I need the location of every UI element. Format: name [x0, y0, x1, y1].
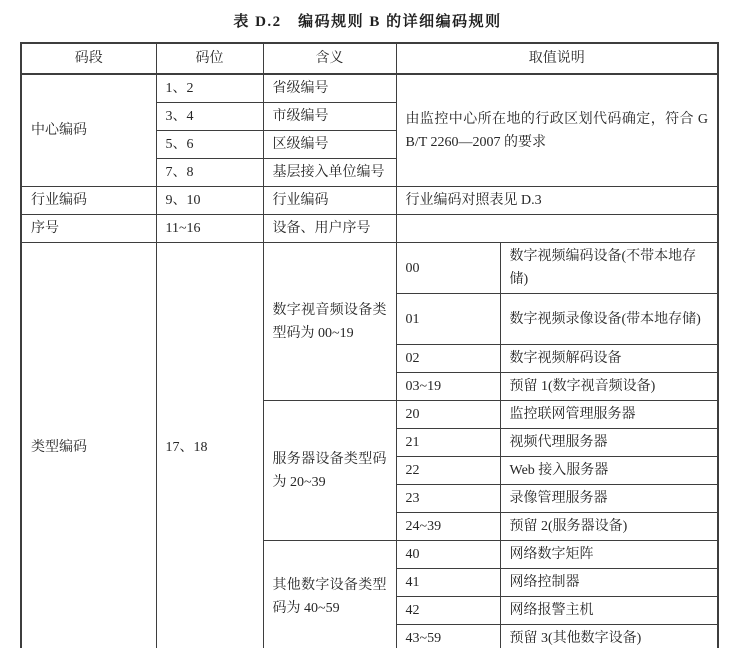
- table-body: [21, 74, 718, 648]
- type-group-3-meaning: 其他数字设备类型码为 40~59: [263, 541, 396, 648]
- header-row: [21, 43, 718, 74]
- type-desc-42: 网络报警主机: [500, 597, 718, 625]
- type-code-42: 42: [396, 597, 500, 625]
- type-desc-43-59: 预留 3(其他数字设备): [500, 625, 718, 648]
- industry-meaning: 行业编码: [263, 187, 396, 215]
- industry-label: 行业编码: [21, 187, 156, 215]
- center-pos-4: 7、8: [156, 159, 263, 187]
- industry-code-row: [21, 187, 718, 215]
- industry-value-note: 行业编码对照表见 D.3: [396, 187, 718, 215]
- type-code-43-59: 43~59: [396, 625, 500, 648]
- type-code-21: 21: [396, 429, 500, 457]
- type-desc-03-19: 预留 1(数字视音频设备): [500, 373, 718, 401]
- table-caption: 表 D.2 编码规则 B 的详细编码规则: [233, 14, 502, 30]
- type-group-2-meaning: 服务器设备类型码为 20~39: [263, 401, 396, 541]
- serial-pos: 11~16: [156, 215, 263, 243]
- type-desc-21: 视频代理服务器: [500, 429, 718, 457]
- type-code-22: 22: [396, 457, 500, 485]
- type-desc-02: 数字视频解码设备: [500, 345, 718, 373]
- type-code-02: 02: [396, 345, 500, 373]
- col-header-segment: 码段: [21, 43, 156, 74]
- col-header-value-desc: 取值说明: [396, 43, 718, 74]
- type-code-03-19: 03~19: [396, 373, 500, 401]
- serial-meaning: 设备、用户序号: [263, 215, 396, 243]
- type-code-23: 23: [396, 485, 500, 513]
- type-desc-20: 监控联网管理服务器: [500, 401, 718, 429]
- center-pos-3: 5、6: [156, 131, 263, 159]
- table-header: [21, 43, 718, 74]
- type-desc-41: 网络控制器: [500, 569, 718, 597]
- center-meaning-4: 基层接入单位编号: [263, 159, 396, 187]
- serial-label: 序号: [21, 215, 156, 243]
- type-code-24-39: 24~39: [396, 513, 500, 541]
- type-code-00: 00: [396, 243, 500, 294]
- type-group-1-meaning: 数字视音频设备类型码为 00~19: [263, 243, 396, 401]
- type-code-40: 40: [396, 541, 500, 569]
- coding-rules-table: [20, 42, 719, 648]
- type-code-row-00: [21, 243, 718, 294]
- type-desc-40: 网络数字矩阵: [500, 541, 718, 569]
- center-meaning-3: 区级编号: [263, 131, 396, 159]
- type-desc-22: Web 接入服务器: [500, 457, 718, 485]
- industry-pos: 9、10: [156, 187, 263, 215]
- center-code-row-1: [21, 74, 718, 103]
- serial-number-row: [21, 215, 718, 243]
- center-pos-2: 3、4: [156, 103, 263, 131]
- serial-value-note: [396, 215, 718, 243]
- type-code-01: 01: [396, 294, 500, 345]
- type-code-label: 类型编码: [21, 243, 156, 648]
- center-code-label: 中心编码: [21, 74, 156, 187]
- col-header-meaning: 含义: [263, 43, 396, 74]
- type-code-41: 41: [396, 569, 500, 597]
- type-desc-00: 数字视频编码设备(不带本地存储): [500, 243, 718, 294]
- center-pos-1: 1、2: [156, 74, 263, 103]
- type-code-20: 20: [396, 401, 500, 429]
- center-meaning-1: 省级编号: [263, 74, 396, 103]
- type-desc-01: 数字视频录像设备(带本地存储): [500, 294, 718, 345]
- center-meaning-2: 市级编号: [263, 103, 396, 131]
- type-code-pos: 17、18: [156, 243, 263, 648]
- center-value-note: 由监控中心所在地的行政区划代码确定，符合 GB/T 2260—2007 的要求: [396, 74, 718, 187]
- col-header-position: 码位: [156, 43, 263, 74]
- type-desc-23: 录像管理服务器: [500, 485, 718, 513]
- type-desc-24-39: 预留 2(服务器设备): [500, 513, 718, 541]
